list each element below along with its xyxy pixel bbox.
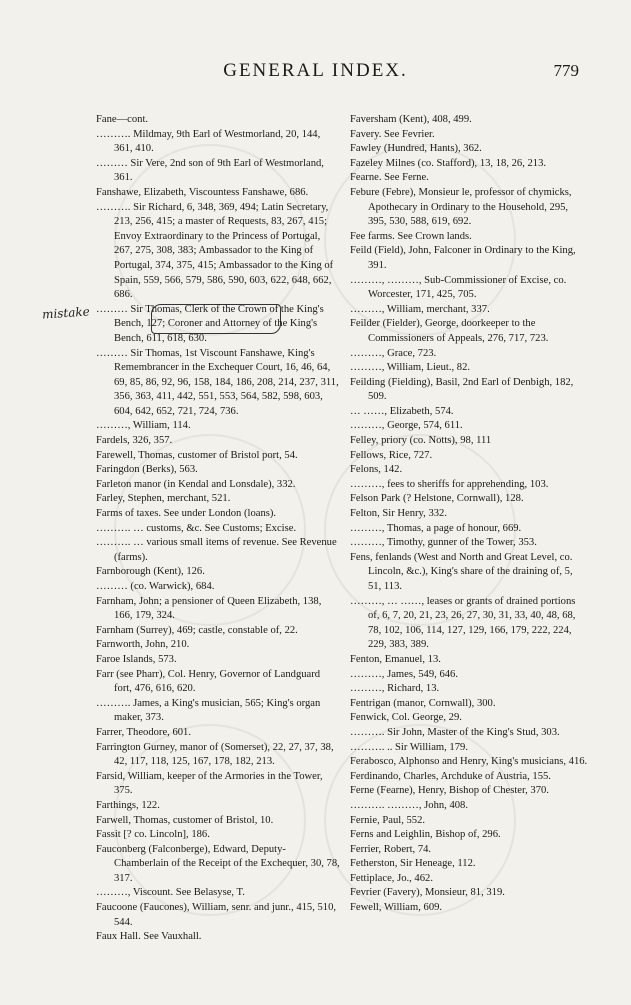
index-entry: Fassit [? co. Lincoln], 186.	[96, 829, 210, 841]
index-entry: ………. … various small items of revenue. See Revenue (farms).	[96, 537, 337, 563]
index-entry: Fetherston, Sir Heneage, 112.	[350, 858, 476, 870]
index-entry: Farleton manor (in Kendal and Lonsdale), 332.	[96, 478, 296, 490]
index-entry: ……… (co. Warwick), 684.	[96, 581, 215, 592]
index-entry: Ferabosco, Alphonso and Henry, King's musicians, 416.	[350, 756, 588, 768]
index-entry: Fettiplace, Jo., 462.	[350, 872, 433, 884]
index-entry: ………, … ……, leases or grants of drained portions of, 6, 7, 20, 21, 23, 26, 27, 30, 31, 33, 40, 48, 68, 78, 102, 106, 114, 127, 129, 166, 179, 222, 224, 229, 383, 389.	[350, 595, 576, 651]
index-entry: Farwell, Thomas, customer of Bristol, 10.	[96, 814, 274, 826]
index-entry: ………, Timothy, gunner of the Tower, 353.	[350, 537, 537, 549]
index-entry: ………, Richard, 13.	[350, 683, 440, 695]
handwritten-margin-note: mistake	[41, 304, 91, 322]
index-entry: Fellows, Rice, 727.	[350, 449, 433, 461]
index-entry: ………, Thomas, a page of honour, 669.	[350, 522, 522, 534]
index-entry: Ferns and Leighlin, Bishop of, 296.	[350, 829, 501, 841]
index-entry: Felson Park (? Helstone, Cornwall), 128.	[350, 493, 524, 505]
index-entry: ………, Viscount. See Belasyse, T.	[96, 887, 245, 899]
index-entry: Fenwick, Col. George, 29.	[350, 712, 462, 724]
index-entry: Fewell, William, 609.	[350, 902, 443, 914]
index-entry: Faucoone (Faucones), William, senr. and junr., 415, 510, 544.	[96, 902, 337, 928]
index-entry: ………. James, a King's musician, 565; King's organ maker, 373.	[96, 697, 321, 724]
index-entry: ……… Sir Vere, 2nd son of 9th Earl of Westmorland, 361.	[96, 157, 324, 184]
index-entry: Farnham, John; a pensioner of Queen Elizabeth, 138, 166, 179, 324.	[96, 595, 322, 622]
index-entry: Farrington Gurney, manor of (Somerset), 22, 27, 37, 38, 42, 117, 118, 125, 167, 178, 182, 213.	[96, 741, 334, 768]
index-entry: ………. .. Sir William, 179.	[350, 741, 468, 753]
index-entry: Felons, 142.	[350, 464, 403, 476]
index-entry: Feilding (Fielding), Basil, 2nd Earl of Denbigh, 182, 509.	[350, 376, 574, 403]
index-entry: Fernie, Paul, 552.	[350, 814, 426, 826]
index-entry: Faux Hall. See Vauxhall.	[96, 931, 202, 943]
index-entry: Farrer, Theodore, 601.	[96, 726, 191, 738]
index-entry: Fearne. See Ferne.	[350, 172, 429, 184]
index-entry: Felton, Sir Henry, 332.	[350, 508, 448, 520]
index-entry: Fens, fenlands (West and North and Great Level, co. Lincoln, &c.), King's share of the draining of, 5, 51, 113.	[350, 551, 573, 592]
index-entry: Fazeley Milnes (co. Stafford), 13, 18, 26, 213.	[350, 157, 547, 169]
index-entry: ………. Sir John, Master of the King's Stud, 303.	[350, 726, 560, 738]
index-entry: Ferne (Fearne), Henry, Bishop of Chester, 370.	[350, 785, 549, 797]
index-entry: ………. Sir Richard, 6, 348, 369, 494; Latin Secretary, 213, 256, 415; a master of Requests, 83, 267, 415; Envoy Extraordinary to the Princess of Portugal, 267, 275, 308, 383; Ambassador to the King of Portugal, 374, 375, 415; Ambassador to the King of Spain, 559, 566, 579, 586, 590, 603, 622, 648, 662, 686.	[96, 201, 334, 301]
index-entry: Fentrigan (manor, Cornwall), 300.	[350, 697, 496, 709]
index-entry: Farr (see Pharr), Col. Henry, Governor of Landguard fort, 476, 616, 620.	[96, 668, 321, 695]
index-entry: Farms of taxes. See under London (loans).	[96, 508, 277, 520]
index-entry: ……… Sir Thomas, Clerk of the Crown of the King's Bench, 127; Coroner and Attorney of the King's Bench, 611, 618, 630.	[96, 303, 324, 344]
running-head: GENERAL INDEX.	[223, 60, 408, 81]
index-entry: Faringdon (Berks), 563.	[96, 464, 198, 476]
index-entry: ………, George, 574, 611.	[350, 420, 463, 432]
index-entry: Fauconberg (Falconberge), Edward, Deputy-Chamberlain of the Receipt of the Exchequer, 30, 78, 317.	[96, 843, 340, 884]
index-entry: ………, ………, Sub-Commissioner of Excise, co. Worcester, 171, 425, 705.	[350, 274, 567, 301]
index-entry: Fanshawe, Elizabeth, Viscountess Fanshawe, 686.	[96, 186, 309, 198]
index-entry: Feilder (Fielder), George, doorkeeper to the Commissioners of Appeals, 276, 717, 723.	[350, 318, 549, 344]
index-entry: ……… Sir Thomas, 1st Viscount Fanshawe, King's Remembrancer in the Exchequer Court, 16, 46, 64, 69, 85, 86, 92, 96, 158, 184, 186, 208, 214, 237, 311, 356, 363, 411, 442, 551, 553, 564, 582, 598, 603, 604, 642, 652, 721, 724, 736.	[96, 347, 339, 417]
index-entry: Favery. See Fevrier.	[350, 128, 435, 140]
index-entry: ………, Grace, 723.	[350, 347, 437, 359]
index-entry: ………, William, 114.	[96, 420, 191, 432]
index-entry: Fardels, 326, 357.	[96, 435, 173, 447]
index-entry: Farthings, 122.	[96, 799, 160, 811]
index-entry: Farnworth, John, 210.	[96, 639, 190, 651]
index-entry: Fenton, Emanuel, 13.	[350, 653, 441, 665]
index-entry: Farley, Stephen, merchant, 521.	[96, 493, 231, 505]
page-number: 779	[553, 61, 579, 80]
index-entry: Felley, priory (co. Notts), 98, 111	[350, 435, 492, 447]
index-entry: Fee farms. See Crown lands.	[350, 230, 472, 242]
index-entry: Farewell, Thomas, customer of Bristol port, 54.	[96, 449, 298, 461]
index-entry: Faversham (Kent), 408, 499.	[350, 114, 472, 125]
index-column-right	[350, 113, 588, 916]
index-entry: Fane—cont.	[96, 114, 149, 125]
index-entry: Feild (Field), John, Falconer in Ordinary to the King, 391.	[350, 245, 576, 271]
index-entry: Febure (Febre), Monsieur le, professor of chymicks, Apothecary in Ordinary to the Household, 295, 395, 530, 588, 619, 692.	[350, 186, 572, 228]
index-entry: Fevrier (Favery), Monsieur, 81, 319.	[350, 887, 505, 899]
index-column-left	[96, 113, 340, 945]
index-entry: Fawley (Hundred, Hants), 362.	[350, 143, 482, 155]
index-entry: Farnborough (Kent), 126.	[96, 566, 205, 578]
index-entry: ………, William, merchant, 337.	[350, 303, 490, 315]
index-entry: ………, James, 549, 646.	[350, 668, 458, 680]
index-entry: ………, William, Lieut., 82.	[350, 362, 471, 374]
index-entry: … ……, Elizabeth, 574.	[350, 405, 454, 417]
index-entry: ………. Mildmay, 9th Earl of Westmorland, 20, 144, 361, 410.	[96, 128, 321, 155]
index-entry: ………. … customs, &c. See Customs; Excise.	[96, 522, 297, 534]
index-entry: ………, fees to sheriffs for apprehending, 103.	[350, 478, 549, 490]
index-entry: ………. ………, John, 408.	[350, 799, 469, 811]
index-entry: Ferdinando, Charles, Archduke of Austria, 155.	[350, 770, 551, 782]
index-entry: Faroe Islands, 573.	[96, 653, 177, 665]
index-entry: Ferrier, Robert, 74.	[350, 843, 432, 855]
page-header	[0, 60, 631, 86]
index-entry: Farnham (Surrey), 469; castle, constable of, 22.	[96, 624, 298, 636]
index-entry: Farsid, William, keeper of the Armories in the Tower, 375.	[96, 770, 323, 797]
